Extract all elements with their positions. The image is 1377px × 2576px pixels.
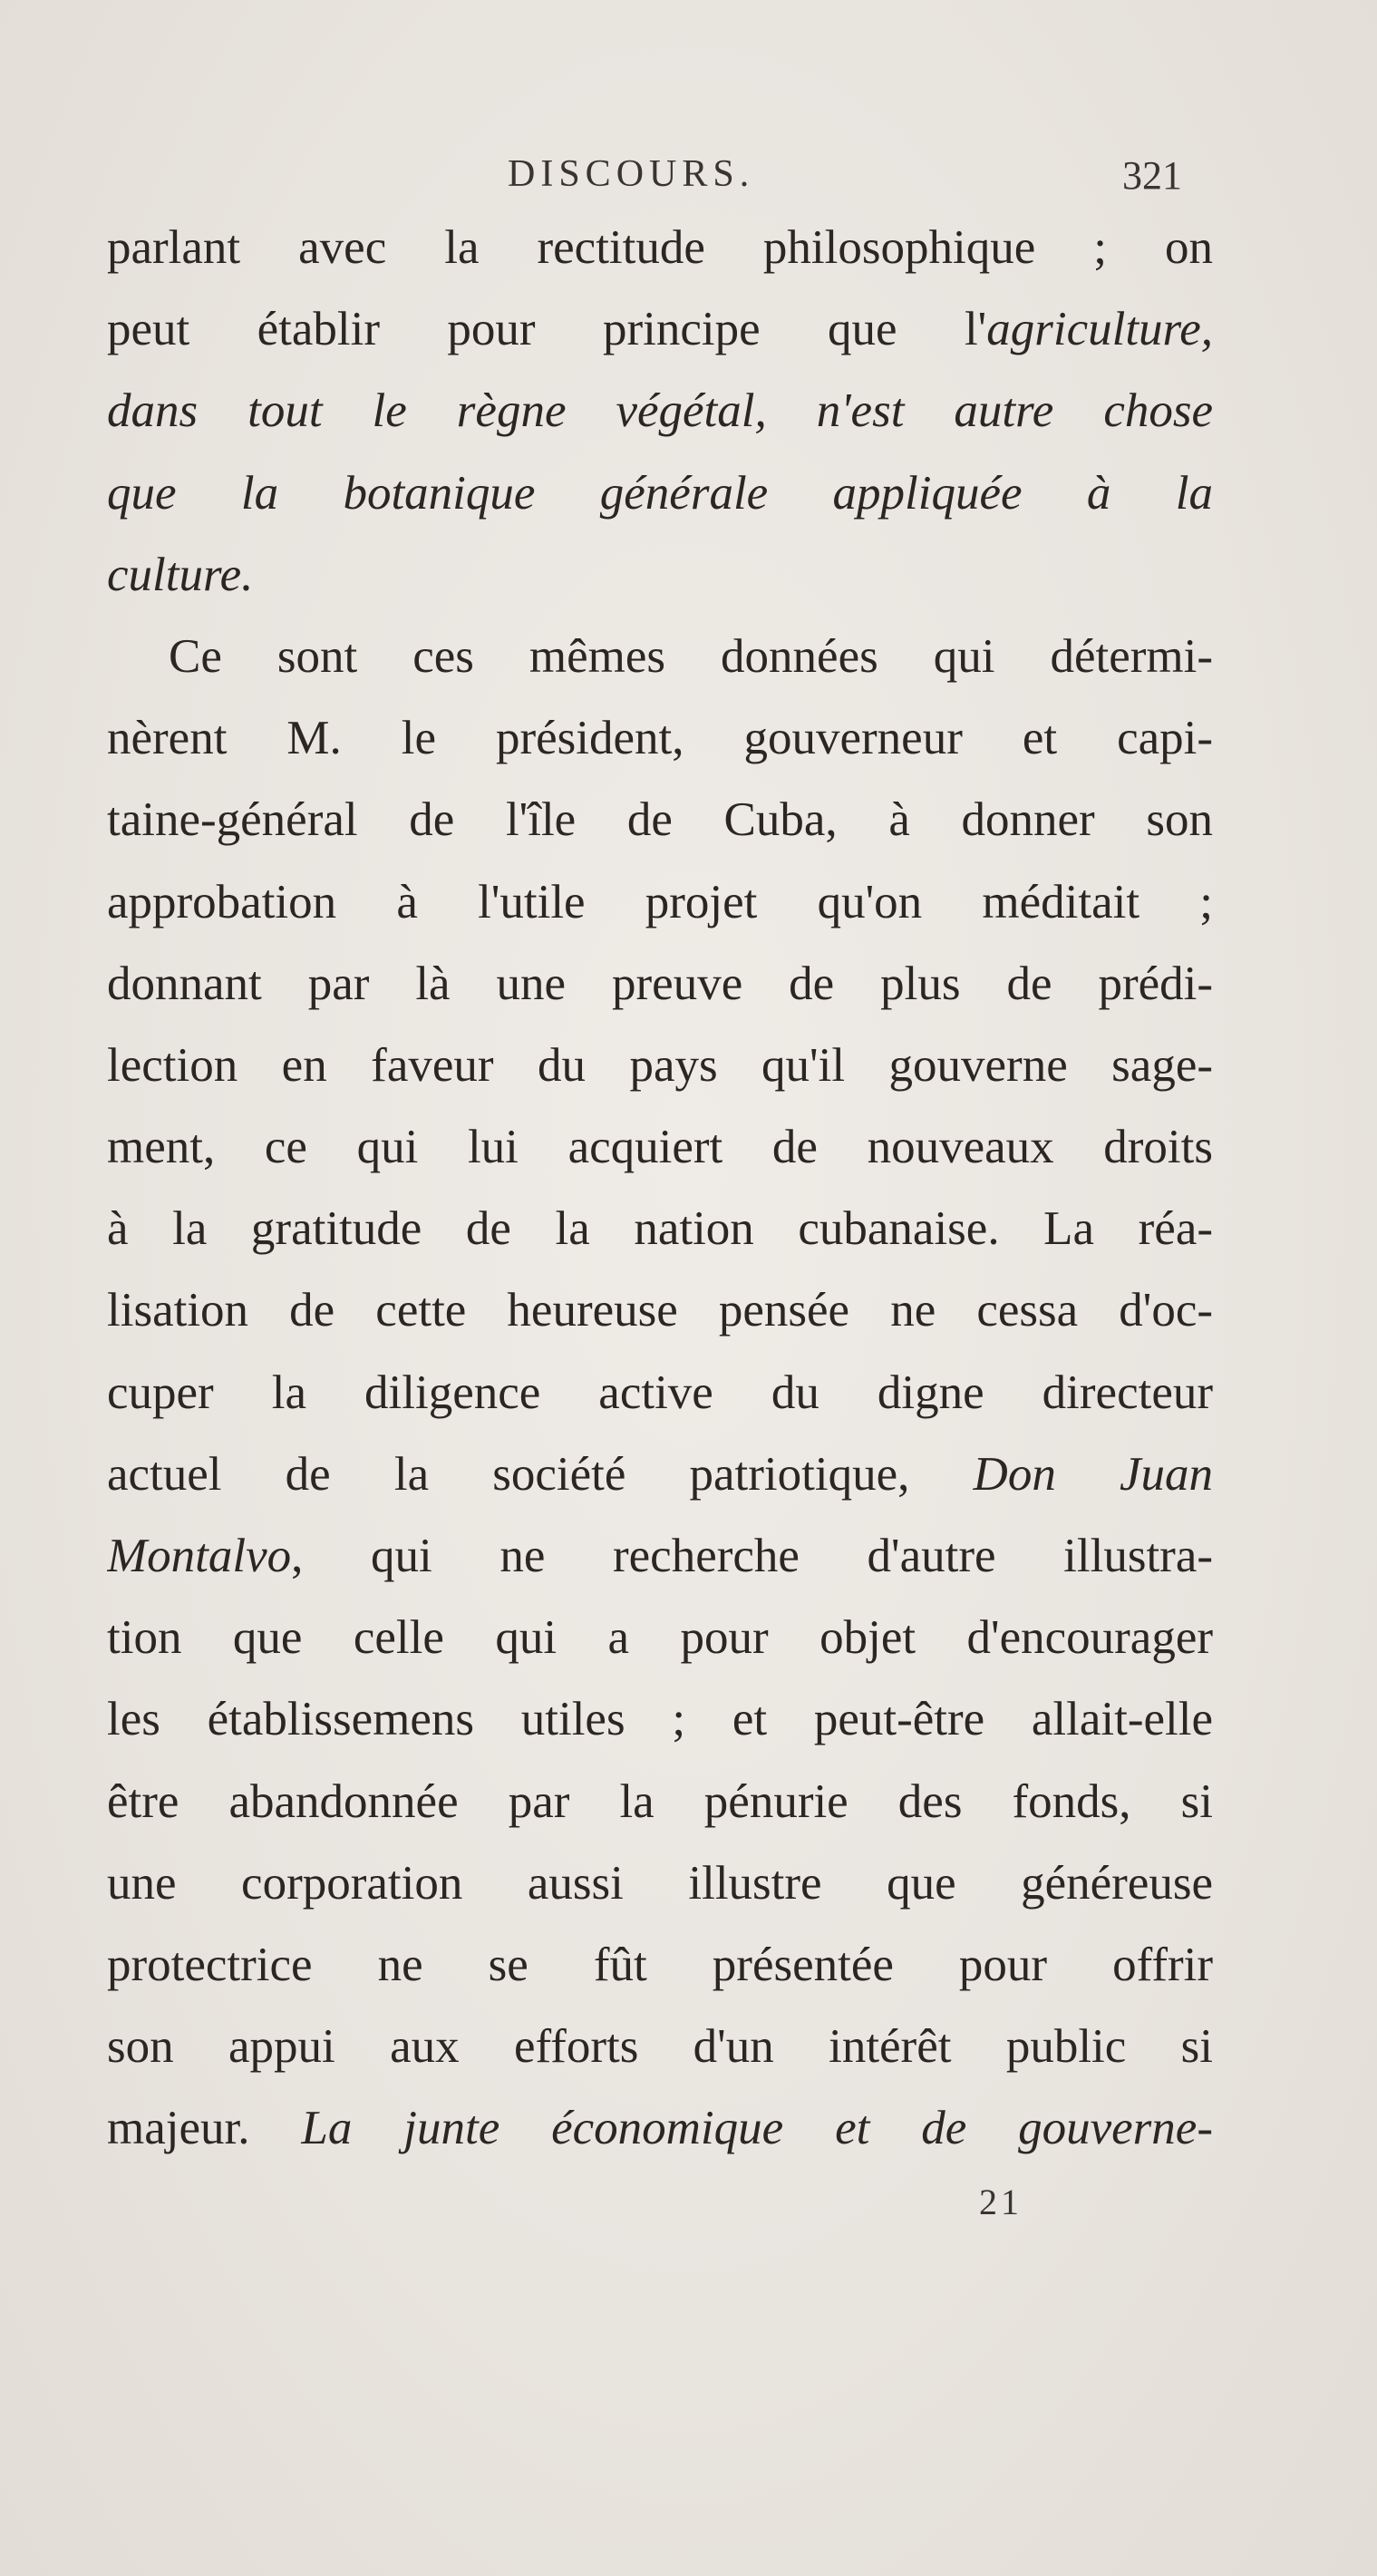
text-segment: lection en faveur du pays qu'il gouverne sage-	[107, 1038, 1213, 1092]
text-segment: taine-général de l'île de Cuba, à donner son	[107, 793, 1213, 847]
text-line	[107, 861, 1213, 943]
text-line	[107, 1352, 1213, 1434]
text-segment: protectrice ne se fût présentée pour offrir	[107, 1938, 1213, 1991]
text-segment: être abandonnée par la pénurie des fonds, si	[107, 1774, 1213, 1828]
text-segment: tion que celle qui a pour objet d'encourager	[107, 1611, 1213, 1665]
text-line	[107, 1842, 1213, 1924]
text-segment: peut établir pour principe que l'	[107, 303, 987, 356]
italic-text: dans tout le règne végétal, n'est autre chose	[107, 384, 1213, 438]
text-line	[107, 1924, 1213, 2006]
text-segment: cuper la diligence active du digne directeur	[107, 1366, 1213, 1419]
page-number: 321	[1122, 153, 1182, 198]
italic-text: agriculture,	[986, 303, 1213, 356]
text-segment: son appui aux efforts d'un intérêt public si	[107, 2020, 1213, 2074]
text-segment: majeur.	[107, 2102, 302, 2155]
body-text	[107, 207, 1213, 2170]
italic-text: culture.	[107, 548, 254, 601]
text-line	[107, 1515, 1213, 1597]
text-line	[107, 1188, 1213, 1269]
text-line	[107, 1269, 1213, 1351]
italic-text: Don Juan	[973, 1447, 1213, 1501]
text-line	[107, 1761, 1213, 1842]
text-segment: parlant avec la rectitude philosophique ; on	[107, 221, 1213, 274]
text-segment: à la gratitude de la nation cubanaise. La réa-	[107, 1202, 1213, 1256]
text-line	[107, 616, 1213, 697]
running-title: DISCOURS.	[508, 153, 755, 195]
text-segment: actuel de la société patriotique,	[107, 1447, 974, 1501]
text-line	[107, 534, 1213, 616]
text-segment: nèrent M. le président, gouverneur et capi-	[107, 712, 1213, 765]
text-line	[107, 1434, 1213, 1515]
text-line	[107, 288, 1213, 370]
text-line	[107, 697, 1213, 779]
text-line	[107, 1597, 1213, 1678]
text-segment: une corporation aussi illustre que généreuse	[107, 1856, 1213, 1910]
text-segment: ment, ce qui lui acquiert de nouveaux droits	[107, 1121, 1213, 1174]
text-segment: lisation de cette heureuse pensée ne cessa d'oc-	[107, 1284, 1213, 1337]
text-line	[107, 2087, 1213, 2169]
text-line	[107, 1025, 1213, 1106]
text-segment: approbation à l'utile projet qu'on méditait ;	[107, 875, 1213, 928]
text-line	[107, 1678, 1213, 1760]
italic-text: Montalvo	[107, 1530, 292, 1582]
italic-text: La junte économique et de gouverne-	[301, 2102, 1213, 2155]
text-line	[107, 370, 1213, 452]
text-line	[107, 943, 1213, 1025]
text-segment: , qui ne recherche d'autre illustra-	[291, 1530, 1213, 1582]
text-segment: Ce sont ces mêmes données qui détermi-	[169, 629, 1213, 683]
signature-mark: 21	[979, 2182, 1023, 2222]
italic-text: que la botanique générale appliquée à la	[107, 466, 1213, 520]
running-head	[0, 152, 1377, 207]
text-segment: les établissemens utiles ; et peut-être allait-elle	[107, 1693, 1213, 1746]
text-line	[107, 1106, 1213, 1188]
text-line	[107, 452, 1213, 534]
text-line	[107, 207, 1213, 288]
text-line	[107, 779, 1213, 860]
text-line	[107, 2006, 1213, 2087]
text-segment: donnant par là une preuve de plus de prédi-	[107, 957, 1213, 1010]
